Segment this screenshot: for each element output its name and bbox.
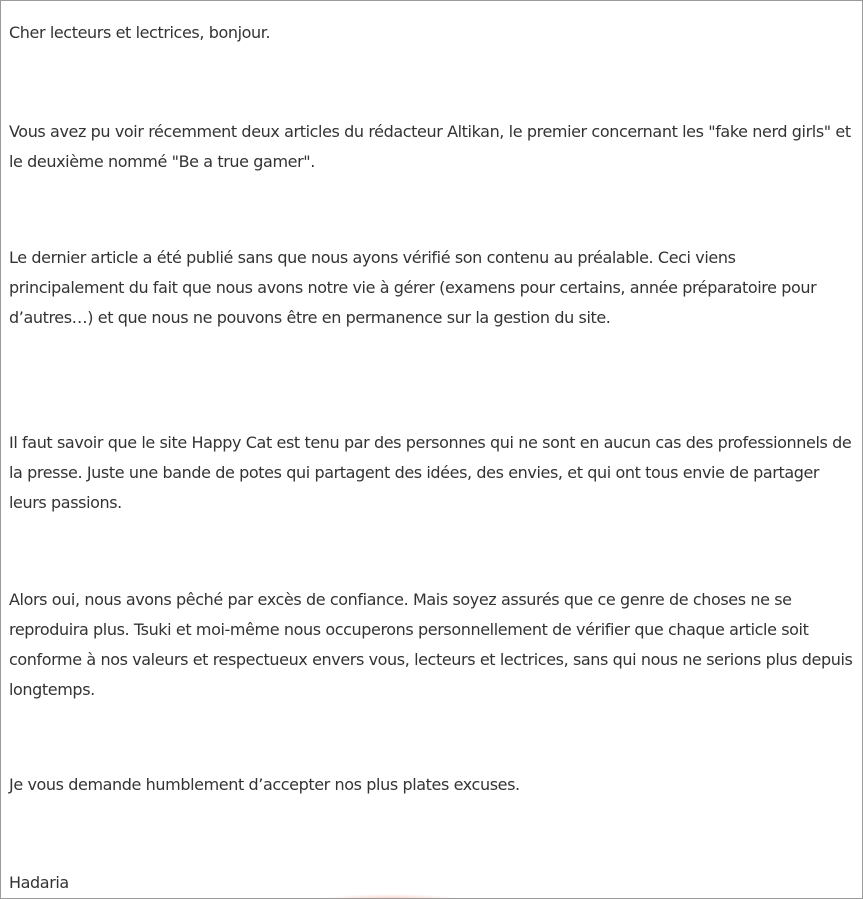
decorative-bottom-glow	[321, 894, 461, 899]
paragraph-articles-mention: Vous avez pu voir récemment deux articles du rédacteur Altikan, le premier concernant les "fake nerd girls" et le deuxième nommé "Be a true gamer".	[9, 122, 851, 171]
paragraph-publication-explanation: Le dernier article a été publié sans que nous ayons vérifié son contenu au préalable. Ceci viens principalement du fait que nous avons notre vie à gérer (examens pour certains, année préparatoire pour d’autres…) et que nous ne pouvons être en permanence sur la gestion du site.	[9, 248, 817, 327]
greeting-text: Cher lecteurs et lectrices, bonjour.	[9, 23, 271, 42]
signature-text: Hadaria	[9, 873, 69, 892]
paragraph-site-team: Il faut savoir que le site Happy Cat est tenu par des personnes qui ne sont en aucun cas des professionnels de la presse. Juste une bande de potes qui partagent des idées, des envies, et qui ont tous envie de partager leurs passions.	[9, 433, 852, 512]
paragraph-commitment: Alors oui, nous avons pêché par excès de confiance. Mais soyez assurés que ce genre de choses ne se reproduira plus. Tsuki et moi-même nous occuperons personnellement de vérifier que chaque article soit conforme à nos valeurs et respectueux envers vous, lecteurs et lectrices, sans qui nous ne serions plus depuis longtemps.	[9, 590, 853, 699]
paragraph-apology: Je vous demande humblement d’accepter nos plus plates excuses.	[9, 775, 520, 794]
